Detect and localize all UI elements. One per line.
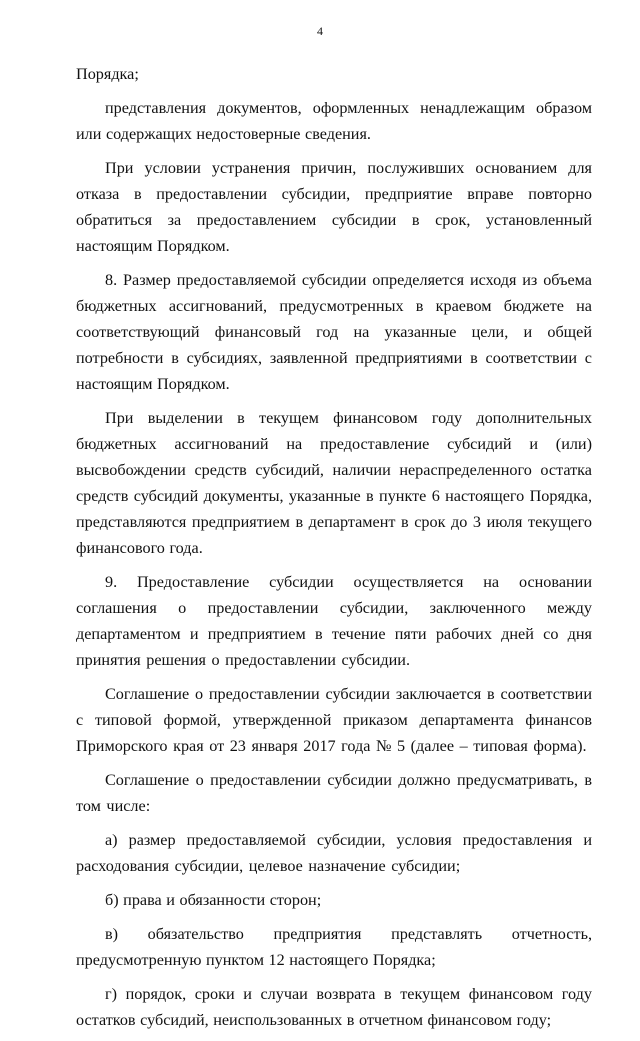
page-number: 4 [317, 24, 323, 38]
paragraph-item-9: 9. Предоставление субсидии осуществляется на основании соглашения о предоставлении субсидии, заключенного между департаментом и предприятием в течение пяти рабочих дней со дня принятия решения о предоставлении субсидии. [76, 573, 592, 669]
paragraph-item-8: 8. Размер предоставляемой субсидии определяется исходя из объема бюджетных ассигнований, предусмотренных в краевом бюджете на соответствующий финансовый год на указанные цели, и общей потребности в субсидиях, заявленной предприятиями в соответствии с настоящим Порядком. [76, 271, 592, 393]
list-item-v: в) обязательство предприятия представлять отчетность, предусмотренную пунктом 12 настоящего Порядка; [76, 925, 592, 969]
list-item-g: г) порядок, сроки и случаи возврата в текущем финансовом году остатков субсидий, неиспользованных в отчетном финансовом году; [76, 985, 592, 1029]
paragraph-agreement-contents: Соглашение о предоставлении субсидии должно предусматривать, в том числе: [76, 771, 592, 815]
paragraph-agreement-form: Соглашение о предоставлении субсидии заключается в соответствии с типовой формой, утвержденной приказом департамента финансов Приморского края от 23 января 2017 года № 5 (далее – типовая форма). [76, 685, 592, 755]
list-item-b: б) права и обязанности сторон; [105, 891, 322, 909]
list-item-a: а) размер предоставляемой субсидии, условия предоставления и расходования субсидии, целевое назначение субсидии; [76, 831, 592, 875]
paragraph-refusal-ground: представления документов, оформленных ненадлежащим образом или содержащих недостоверные сведения. [76, 99, 592, 143]
document-body [76, 61, 592, 1041]
paragraph-reapplication: При условии устранения причин, послуживших основанием для отказа в предоставлении субсидии, предприятие вправе повторно обратиться за предоставлением субсидии в срок, установленный настоящим Порядком. [76, 159, 592, 255]
paragraph-continuation: Порядка; [76, 65, 139, 83]
paragraph-additional-allocations: При выделении в текущем финансовом году дополнительных бюджетных ассигнований на предоставление субсидий и (или) высвобождении средств субсидий, наличии нераспределенного остатка средств субсидий документы, указанные в пункте 6 настоящего Порядка, представляются предприятием в департамент в срок до 3 июля текущего финансового года. [76, 409, 592, 557]
